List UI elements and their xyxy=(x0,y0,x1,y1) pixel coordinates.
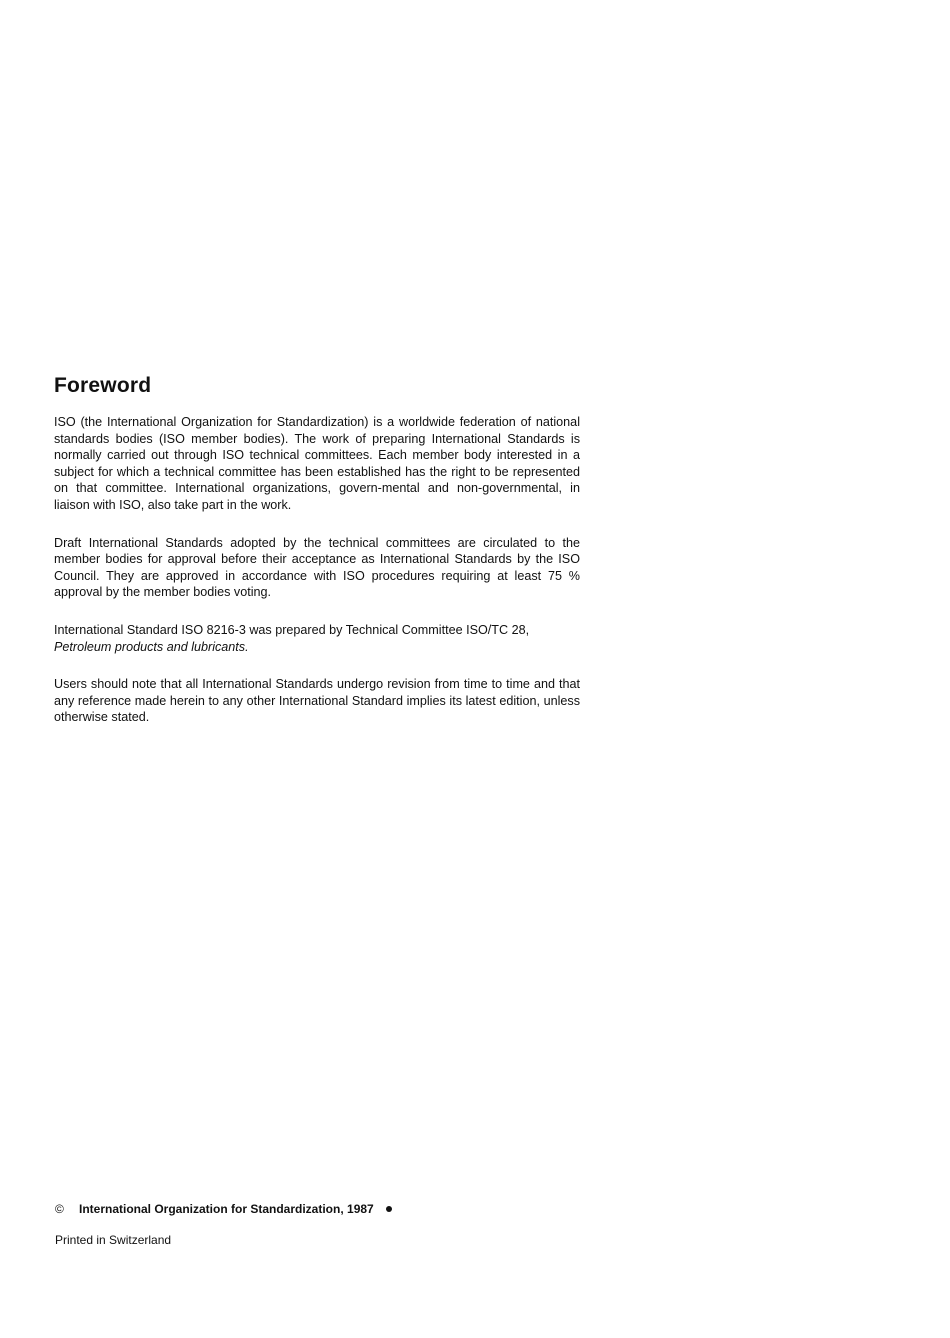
copyright-text: International Organization for Standardization, 1987 xyxy=(79,1202,374,1216)
copyright-line xyxy=(55,1201,392,1217)
foreword-paragraph-1: ISO (the International Organization for Standardization) is a worldwide federation of national standards bodies (ISO member bodies). The work of preparing International Standards is normally carried out through ISO technical committees. Each member body interested in a subject for which a technical committee has been established has the right to be represented on that committee. International organizations, govern-mental and non-governmental, in liaison with ISO, also take part in the work. xyxy=(54,415,580,512)
copyright-symbol: © xyxy=(55,1202,64,1216)
bullet-icon xyxy=(386,1206,392,1212)
foreword-section xyxy=(54,372,580,747)
committee-title: Petroleum products and lubricants. xyxy=(54,639,249,654)
foreword-paragraph-3 xyxy=(54,622,580,655)
foreword-paragraph-3-lead: International Standard ISO 8216-3 was prepared by Technical Committee ISO/TC 28, xyxy=(54,622,530,637)
foreword-title: Foreword xyxy=(54,374,152,397)
foreword-paragraph-2: Draft International Standards adopted by the technical committees are circulated to the member bodies for approval before their acceptance as International Standards by the ISO Council. They are approved in accordance with ISO procedures requiring at least 75 % approval by the member bodies voting. xyxy=(54,535,580,600)
printed-location: Printed in Switzerland xyxy=(55,1233,172,1247)
foreword-paragraph-4: Users should note that all International Standards undergo revision from time to time and that any reference made herein to any other International Standard implies its latest edition, unless otherwise stated. xyxy=(54,677,580,725)
